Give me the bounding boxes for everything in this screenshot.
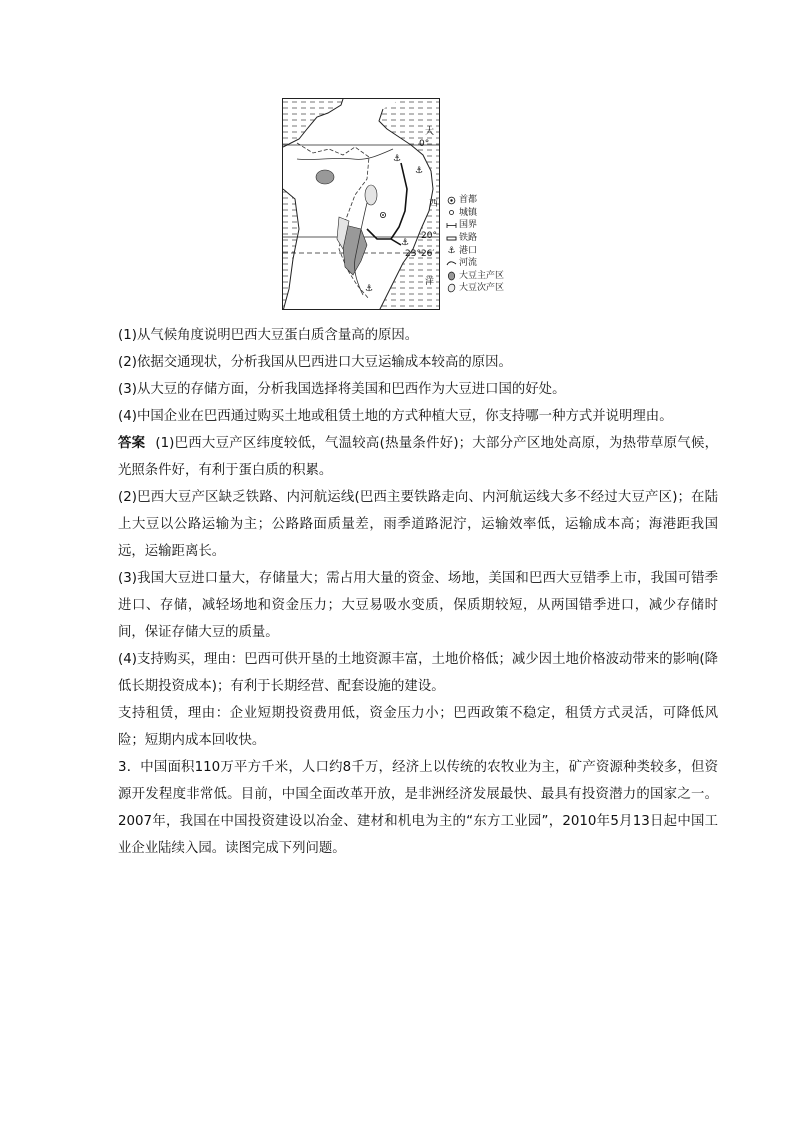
answer-1: (1)巴西大豆产区纬度较低，气温较高(热量条件好)；大部分产区地处高原，为热带草原气候，光照条件好，有利于蛋白质的积累。 [118,436,719,478]
railway-icon [446,233,457,243]
country-border [297,143,369,299]
legend-item-border [446,219,526,232]
port-icon-north: ⚓ [393,154,402,164]
question-3-intro: 3．中国面积110万平方千米，人口约8千万，经济上以传统的农牧业为主，矿产资源种类较多，但资源开发程度非常低。目前，中国全面改革开放，是非洲经济发展最快、最具有投资潜力的国家之一。2007年，我国在中国投资建设以冶金、建材和机电为主的“东方工业园”，2010年5月13日起中国工业企业陆续入园。读图完成下列问题。 [118,760,718,856]
legend-label: 大豆主产区 [459,270,505,281]
answer-2: (2)巴西大豆产区缺乏铁路、内河航运线(巴西主要铁路走向、内河航运线大多不经过大豆产区)；在陆上大豆以公路运输为主；公路路面质量差，雨季道路泥泞，运输效率低，运输成本高；海港距我国远，运输距离长。 [118,490,718,559]
legend-label: 城镇 [459,207,478,218]
answer-tag: 答案 [118,436,146,451]
ocean-left [283,189,299,310]
river-icon [446,258,457,268]
answer-3: (3)我国大豆进口量大，存储量大；需占用大量的资金、场地，美国和巴西大豆错季上市，我国可错季进口、存储，减轻场地和资金压力；大豆易吸水变质，保质期较短，从两国错季进口，减少存储时间，保证存储大豆的质量。 [118,571,718,640]
soy-secondary-area-icon [446,283,457,293]
answer-4-lease: 支持租赁，理由：企业短期投资费用低，资金压力小；巴西政策不稳定，租赁方式灵活，可降低风险；短期内成本回收快。 [118,706,718,748]
river-main [297,149,393,160]
soy-secondary-area-central [365,185,377,205]
legend-item-river [446,257,526,270]
legend-item-soy-secondary [446,282,526,295]
map-drawing [283,99,440,310]
legend-item-town [446,207,526,220]
question-answer-text [118,322,718,862]
map-label-ocean-bottom: 洋 [425,277,435,287]
legend-item-capital [446,194,526,207]
legend-label: 大豆次产区 [459,283,505,294]
legend-item-railway [446,232,526,245]
port-icon-rio: ⚓ [365,284,374,294]
capital-icon [446,195,457,205]
question-1: (1)从气候角度说明巴西大豆蛋白质含量高的原因。 [118,328,419,343]
ocean-top-left [283,99,343,147]
legend-item-port [446,244,526,257]
legend-label: 国界 [459,220,478,231]
port-icon-east: ⚓ [415,166,424,176]
map-label-lat20: 20° [421,231,437,241]
railway-line-east [391,163,407,239]
map-legend [446,194,526,295]
answer-1-paragraph [118,430,718,484]
soy-main-area-north [316,170,334,184]
legend-item-soy-main [446,270,526,283]
legend-label: 首都 [459,195,478,206]
map-label-country: 西 [429,199,439,209]
question-4: (4)中国企业在巴西通过购买土地或租赁土地的方式种植大豆，你支持哪一种方式并说明理由。 [118,409,673,424]
port-icon-south: ⚓ [401,238,410,248]
answer-4-buy: (4)支持购买，理由：巴西可供开垦的土地资源丰富，土地价格低；减少因土地价格波动带来的影响(降低长期投资成本)；有利于长期经营、配套设施的建设。 [118,652,718,694]
port-icon: ⚓ [447,245,456,256]
map-frame [282,98,440,310]
legend-label: 河流 [459,258,478,269]
map-label-equator: 0° [419,139,430,149]
legend-label: 港口 [459,245,478,256]
legend-label: 铁路 [459,233,478,244]
question-2: (2)依据交通现状，分析我国从巴西进口大豆运输成本较高的原因。 [118,355,512,370]
map-label-ocean-top: 大 [425,127,435,137]
brazil-soybean-map-figure [282,98,522,312]
soy-main-area-icon [446,271,457,281]
question-3: (3)从大豆的存储方面，分析我国选择将美国和巴西作为大豆进口国的好处。 [118,382,566,397]
town-icon [446,208,457,218]
map-label-tropic: 23°26′ [405,249,435,259]
border-icon [446,220,457,230]
